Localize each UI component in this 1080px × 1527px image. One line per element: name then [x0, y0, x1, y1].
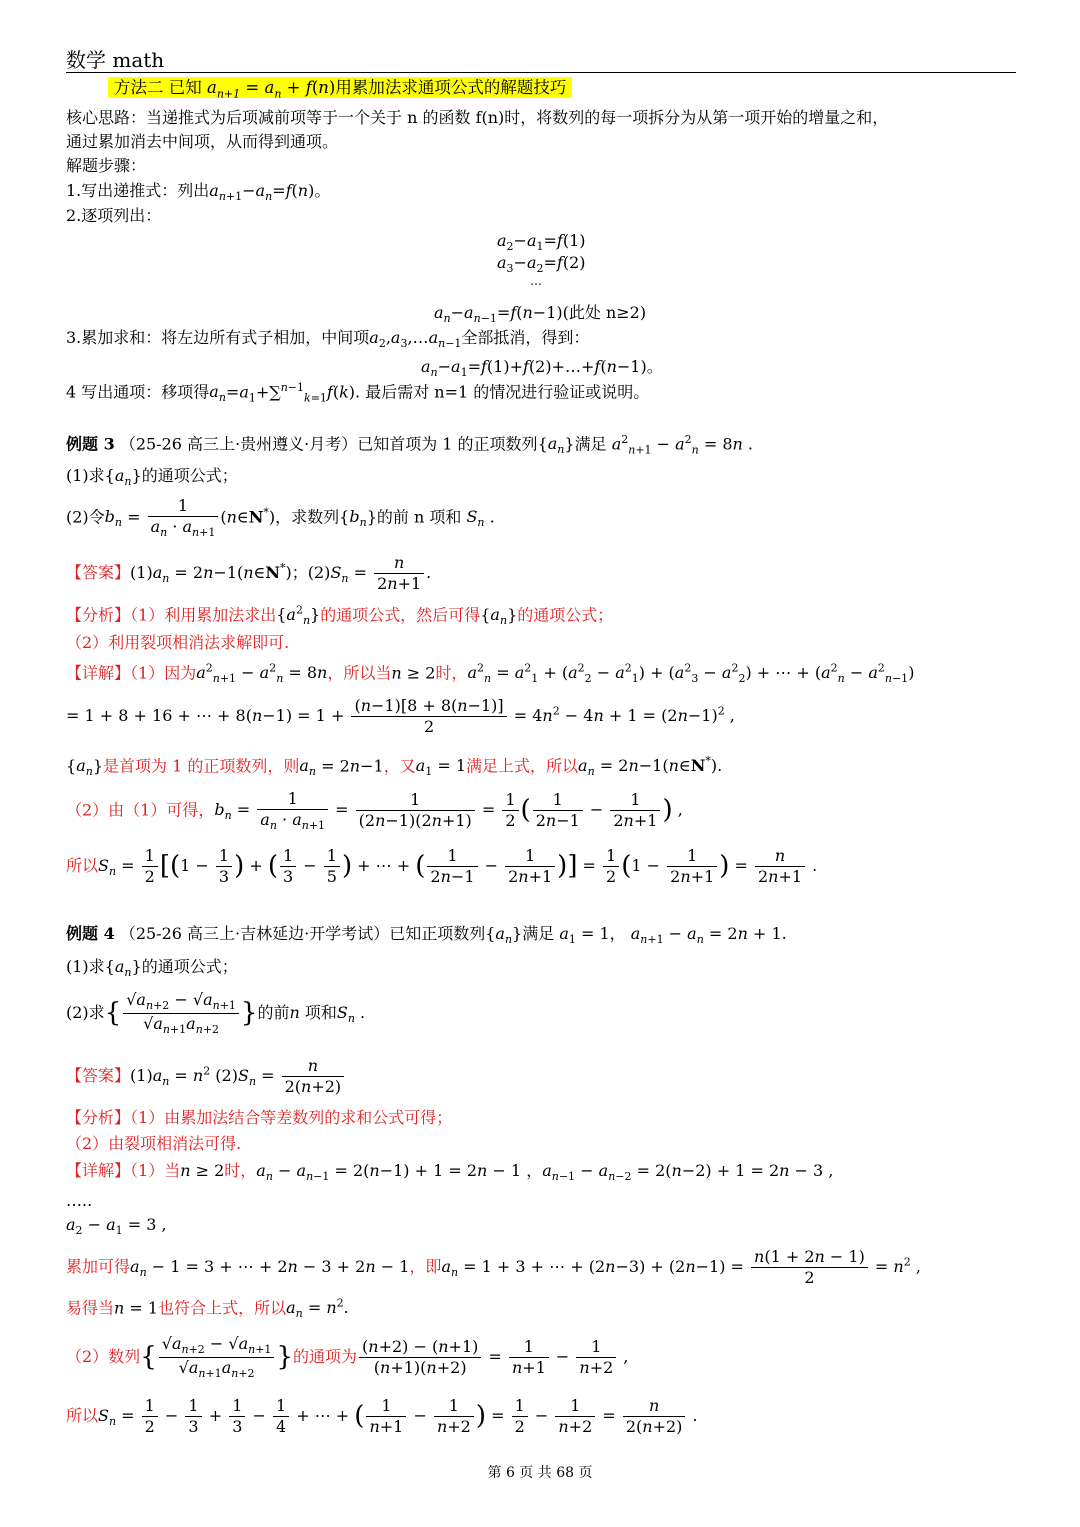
- core-idea: 核心思路：当递推式为后项减前项等于一个关于 n 的函数 f(n)时，将数列的每一项拆分为从第一项开始的增量之和，: [66, 108, 889, 127]
- header-title: 数学 math: [66, 48, 165, 72]
- step-2: 2.逐项列出：: [66, 206, 162, 225]
- example4-question: 例题 4 （25-26 高三上·吉林延边·开学考试）已知正项数列$\{a_n\}$满足 $a_1 = 1$， $a_{n+1} - a_n = 2n + 1$.: [66, 924, 787, 947]
- core-idea-2: 通过累加消去中间项，从而得到通项。: [66, 132, 339, 151]
- example4-detail-4: （2）数列{ $\frac{√a_{n+2} - √a_{n+1}}{√a_{n+1}a_{n+2}}$ }的通项为 $\frac{(n+2) - (n+1)}{(n+1)(n+2)}$ = $\frac{1}{n+1}$ − $\frac{1}{n+2}$ ,: [66, 1334, 629, 1381]
- step-4: 4 写出通项：移项得$a_n=a_1+\sum^{n-1}_{k=1}f(k)$. 最后需对 n=1 的情况进行验证或说明。: [66, 381, 650, 405]
- example4-analysis: 【分析】（1）由累加法结合等差数列的求和公式可得；: [66, 1108, 453, 1127]
- formula-a2: $a_2-a_1=f(1)$: [497, 231, 586, 254]
- formula-an: $a_n-a_{n-1}=f(n-1)$(此处 n≥2): [434, 303, 647, 326]
- formula-a3: $a_3-a_2=f(2)$: [497, 253, 586, 276]
- example3-detail-3: $\{a_n\}$是首项为 1 的正项数列，则$a_n = 2n-1$，又$a_1 = 1$满足上式，所以$a_n$ = 2n−1(n∈N*).: [66, 755, 723, 779]
- section-title-suffix: 用累加法求通项公式的解题技巧: [335, 78, 567, 97]
- example3-detail-2: = 1 + 8 + 16 + ⋯ + 8(n−1) = 1 + $\frac{(n-1)[8 + 8(n-1)]}{2}$ = $4n^2 - 4n + 1 = (2n-1)^2$ ,: [66, 696, 735, 736]
- example4-detail-1: 【详解】（1）当n ≥ 2时，$a_n - a_{n-1} = 2(n-1) + 1 = 2n - 1$ ，$a_{n-1} - a_{n-2} = 2(n-2) + 1 = 2n - 3$ ,: [66, 1161, 834, 1184]
- step-3: 3.累加求和：将左边所有式子相加，中间项$a_2,a_3,\dots a_{n-1}$全部抵消，得到：: [66, 328, 590, 351]
- sum-result: $a_n-a_1=f(1)+f(2)+\dots+f(n-1)$。: [421, 357, 663, 380]
- example4-detail-2: 累加可得$a_n - 1 = 3$ + ⋯ + 2n − 3 + 2n − 1，即$a_n = 1 + 3$ + ⋯ + (2n−3) + (2n−1) = $\frac{n(1 + 2n - 1)}{2}$ = $n^2$ ,: [66, 1247, 921, 1287]
- example3-q2: (2)令$b_n$ = $\frac{1}{a_n \cdot a_{n+1}}$ (n∈N*)，求数列$\{b_n\}$的前 n 项和 $S_n$ .: [66, 496, 495, 540]
- example3-detail-5: 所以$S_n$ = $\frac{1}{2}$ [(1 − $\frac{1}{3}$ ) + ( $\frac{1}{3}$ − $\frac{1}{5}$ ) + ⋯ + ( $\frac{1}{2n-1}$ − $\frac{1}{2n+1}$ )] = $\frac{1}{2}$ (1 − $\frac{1}{2n+1}$ ) = $\frac{n}{2n+1}$ .: [66, 846, 818, 886]
- header-rule: [66, 72, 1016, 73]
- example4-q2: (2)求{ $\frac{√a_{n+2} - √a_{n+1}}{√a_{n+1}a_{n+2}}$ }的前n 项和$S_n$ .: [66, 990, 366, 1037]
- example3-detail-1: 【详解】（1）因为$a^2_{n+1} - a^2_n = 8n$，所以当n ≥ 2时，$a^2_n = a^2_1 + (a^2_2 - a^2_1) + (a^2_3 - a^2_2)$ + ⋯ + $(a^2_n - a^2_{n-1})$: [66, 662, 915, 686]
- example4-q1: (1)求$\{a_n\}$的通项公式；: [66, 957, 238, 980]
- section-title: 方法二 已知 $a_{n+1} = a_n + f(n)$用累加法求通项公式的解题技巧: [108, 78, 572, 100]
- page-footer: 第 6 页 共 68 页: [487, 1465, 593, 1481]
- example3-question: 例题 3 （25-26 高三上·贵州遵义·月考）已知首项为 1 的正项数列$\{a_n\}$满足 $a^2_{n+1} - a^2_n = 8n$ .: [66, 433, 754, 457]
- example4-answer: 【答案】$(1)a_n = n^2$ $(2)S_n$ = $\frac{n}{2(n+2)}$: [66, 1056, 346, 1097]
- example4-detail-5: 所以$S_n$ = $\frac{1}{2}$ − $\frac{1}{3}$ + $\frac{1}{3}$ − $\frac{1}{4}$ + ⋯ + ( $\frac{1}{n+1}$ − $\frac{1}{n+2}$ ) = $\frac{1}{2}$ − $\frac{1}{n+2}$ = $\frac{n}{2(n+2)}$ .: [66, 1396, 698, 1436]
- example3-analysis-2: （2）利用裂项相消法求解即可.: [66, 633, 290, 652]
- section-title-prefix: 方法二 已知: [114, 78, 202, 97]
- formula-ellipsis: …: [530, 274, 542, 288]
- example3-q1: (1)求$\{a_n\}$的通项公式；: [66, 466, 238, 489]
- steps-label: 解题步骤：: [66, 156, 147, 175]
- example3-analysis: 【分析】（1）利用累加法求出$\{a^2_n\}$的通项公式，然后可得$\{a_n\}$的通项公式；: [66, 604, 614, 628]
- example4-a2: $a_2 - a_1 = 3$ ,: [66, 1215, 167, 1238]
- example3-answer: 【答案】$(1)a_n$ = 2n−1(n∈N*)；$(2)S_n$ = $\frac{n}{2n+1}$ .: [66, 553, 432, 593]
- example3-detail-4: （2）由（1）可得，$b_n$ = $\frac{1}{a_n \cdot a_{n+1}}$ = $\frac{1}{(2n-1)(2n+1)}$ = $\frac{1}{2}$ ( $\frac{1}{2n-1}$ − $\frac{1}{2n+1}$ ) ,: [66, 789, 683, 833]
- step-1: 1.写出递推式：列出$a_{n+1}-a_n=f(n)$。: [66, 181, 331, 204]
- example4-detail-3: 易得当n = 1也符合上式，所以$a_n = n^2$.: [66, 1297, 349, 1321]
- example4-dots: …..: [66, 1191, 93, 1210]
- example4-analysis-2: （2）由裂项相消法可得.: [66, 1134, 242, 1153]
